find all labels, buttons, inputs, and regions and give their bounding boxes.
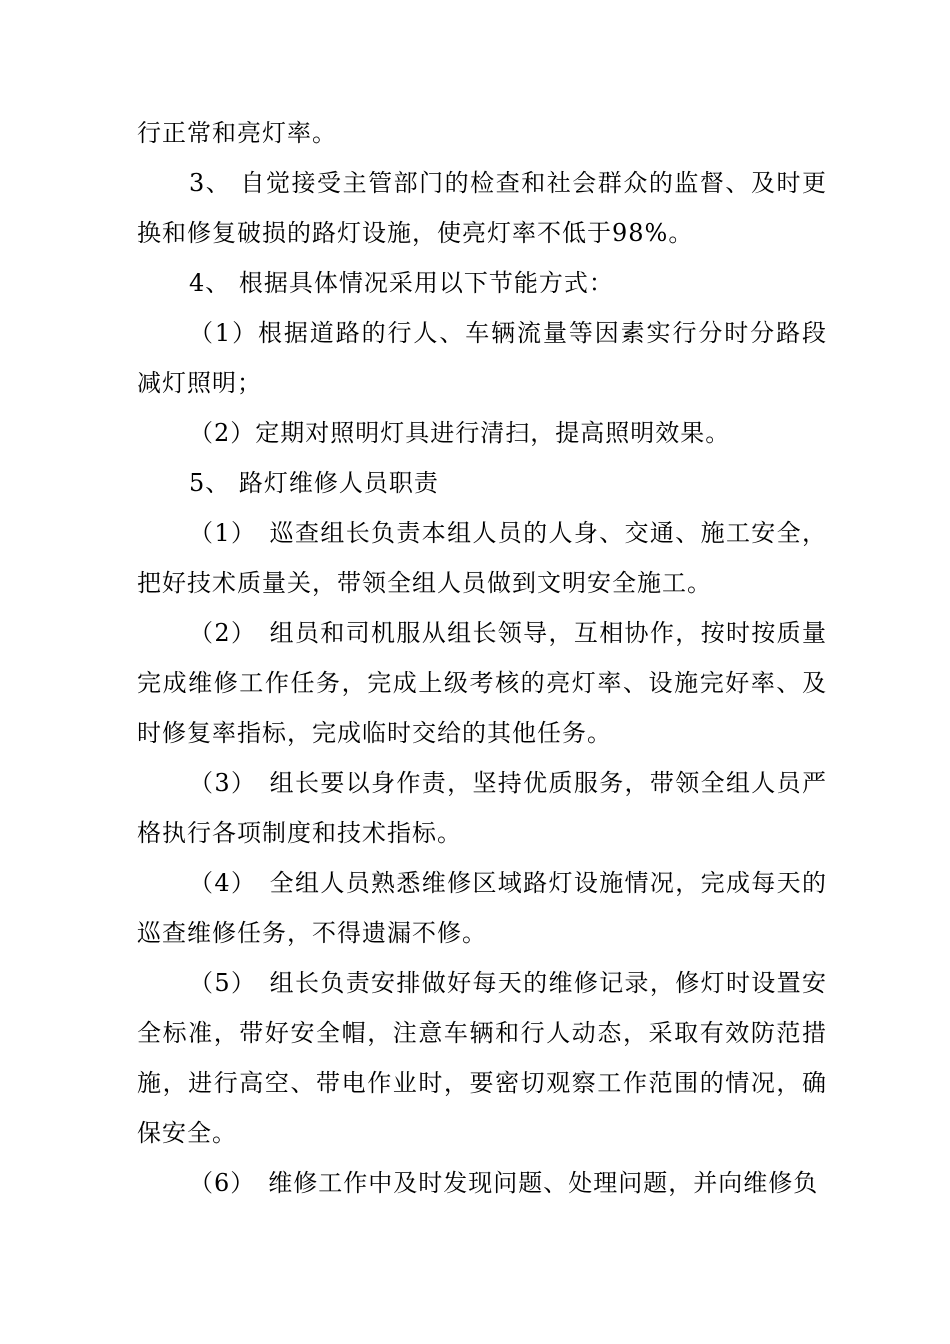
paragraph-subitem-4-1: （1）根据道路的行人、车辆流量等因素实行分时分路段减灯照明； [137,319,827,397]
paragraph-subitem-4-2: （2）定期对照明灯具进行清扫，提高照明效果。 [189,419,731,447]
paragraph-subitem-5-4: （4） 全组人员熟悉维修区域路灯设施情况，完成每天的巡查维修任务，不得遗漏不修。 [137,869,827,947]
paragraph-item-3: 3、 自觉接受主管部门的检查和社会群众的监督、及时更换和修复破损的路灯设施，使亮灯率不低于98%。 [137,169,827,247]
document-body [137,108,827,1208]
paragraph-item-5: 5、 路灯维修人员职责 [189,469,439,497]
paragraph-subitem-5-2: （2） 组员和司机服从组长领导，互相协作，按时按质量完成维修工作任务，完成上级考核的亮灯率、设施完好率、及时修复率指标，完成临时交给的其他任务。 [137,619,827,747]
paragraph-subitem-5-3: （3） 组长要以身作责，坚持优质服务，带领全组人员严格执行各项制度和技术指标。 [137,769,827,847]
paragraph-subitem-5-5: （5） 组长负责安排做好每天的维修记录，修灯时设置安全标准，带好安全帽，注意车辆和行人动态，采取有效防范措施，进行高空、带电作业时，要密切观察工作范围的情况，确保安全。 [137,969,827,1147]
paragraph-subitem-5-1: （1） 巡查组长负责本组人员的人身、交通、施工安全，把好技术质量关，带领全组人员做到文明安全施工。 [137,519,827,597]
paragraph-item-4: 4、 根据具体情况采用以下节能方式： [189,269,614,297]
paragraph-continuation: 行正常和亮灯率。 [137,119,337,147]
paragraph-subitem-5-6: （6） 维修工作中及时发现问题、处理问题，并向维修负 [189,1169,819,1197]
